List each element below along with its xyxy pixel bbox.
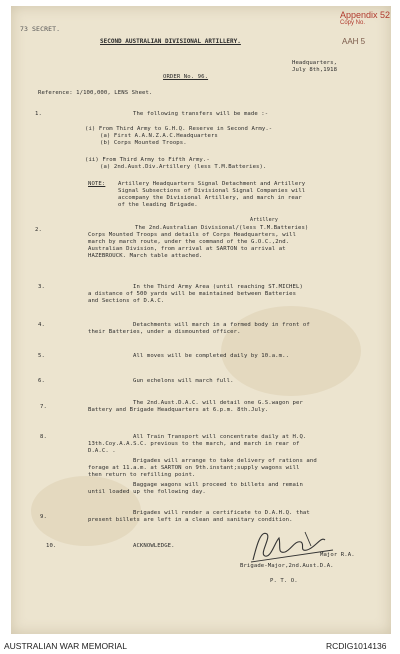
para-2-insertion: Artillery bbox=[250, 217, 278, 223]
hq-line: Headquarters, bbox=[292, 60, 338, 66]
para-8-line: D.A.C. . bbox=[88, 448, 116, 454]
para-2-line: Australian Division, from arrival at SARTON to arrival at bbox=[88, 246, 286, 252]
para-8-line: 13th.Coy.A.A.S.C. previous to the march, and march in rear of bbox=[88, 441, 300, 447]
reference-line: Reference: 1/100,000, LENS Sheet. bbox=[38, 90, 153, 96]
para-2-line: The 2nd.Australian Divisional/(less T.M.Batteries) bbox=[135, 225, 309, 231]
paper-stain bbox=[31, 476, 141, 546]
para-7-line: Battery and Brigade Headquarters at 6.p.m. 8th.July. bbox=[88, 407, 269, 413]
para-4-line: their Batteries, under a dismounted officer. bbox=[88, 329, 241, 335]
note-line: accompany the Divisional Artillery, and march in rear bbox=[118, 195, 302, 201]
para-2-line: march by march route, under the command of the G.O.C.,2nd. bbox=[88, 239, 290, 245]
para-1-ib: (b) Corps Mounted Troops. bbox=[100, 140, 187, 146]
para-1-intro: The following transfers will be made :- bbox=[133, 111, 269, 117]
signatory-rank: Major R.A. bbox=[320, 552, 355, 558]
para-1-i: (i) From Third Army to G.H.Q. Reserve in Second Army.- bbox=[85, 126, 273, 132]
para-number: 4. bbox=[38, 322, 45, 328]
para-3-line: a distance of 500 yards will be maintained between Batteries bbox=[88, 291, 297, 297]
para-1-iia: (a) 2nd.Aust.Div.Artillery (less T.M.Batteries). bbox=[100, 164, 267, 170]
aah-stamp: AAH 5 bbox=[342, 37, 366, 46]
para-5-line: All moves will be completed daily by 10.a.m.. bbox=[133, 353, 290, 359]
para-8-line: forage at 11.a.m. at SARTON on 9th.instant;supply wagons will bbox=[88, 465, 300, 471]
para-number: 7. bbox=[40, 404, 47, 410]
paper-stain bbox=[221, 306, 361, 396]
para-number: 3. bbox=[38, 284, 45, 290]
note-line: Artillery Headquarters Signal Detachment and Artillery bbox=[118, 181, 306, 187]
para-number: 1. bbox=[35, 111, 42, 117]
para-8-line: then return to refilling point. bbox=[88, 472, 196, 478]
para-2-line: HAZEBROUCK. March table attached. bbox=[88, 253, 203, 259]
date-line: July 8th,1918 bbox=[292, 67, 338, 73]
para-6-line: Gun echelons will march full. bbox=[133, 378, 234, 384]
para-1-ii: (ii) From Third Army to Fifth Army.- bbox=[85, 157, 210, 163]
acknowledge: ACKNOWLEDGE. bbox=[133, 543, 175, 549]
para-number: 6. bbox=[38, 378, 45, 384]
para-number: 8. bbox=[40, 434, 47, 440]
note-label: NOTE: bbox=[88, 181, 106, 187]
para-4-line: Detachments will march in a formed body in front of bbox=[133, 322, 310, 328]
para-3-line: In the Third Army Area (until reaching ST.MICHEL) bbox=[133, 284, 303, 290]
para-9-line: Brigades will render a certificate to D.A.H.Q. that bbox=[133, 510, 310, 516]
para-3-line: and Sections of D.A.C. bbox=[88, 298, 165, 304]
para-8-line: until loaded up the following day. bbox=[88, 489, 206, 495]
para-2-line: Corps Mounted Troops and details of Corps Headquarters, will bbox=[88, 232, 297, 238]
pto-marker: P. T. O. bbox=[270, 578, 298, 584]
para-8-line: Baggage wagons will proceed to billets and remain bbox=[133, 482, 303, 488]
para-7-line: The 2nd.Aust.D.A.C. will detail one G.S.wagon per bbox=[133, 400, 303, 406]
para-9-line: present billets are left in a clean and sanitary condition. bbox=[88, 517, 293, 523]
document-title: SECOND AUSTRALIAN DIVISIONAL ARTILLERY. bbox=[100, 38, 241, 45]
para-1-ia: (a) First A.A.N.Z.A.C.Headquarters bbox=[100, 133, 218, 139]
para-number: 2. bbox=[35, 227, 42, 233]
signatory-title: Brigade-Major,2nd.Aust.D.A. bbox=[240, 563, 334, 569]
order-number: ORDER No. 96. bbox=[163, 74, 209, 80]
para-8-line: Brigades will arrange to take delivery of rations and bbox=[133, 458, 317, 464]
secret-stamp: 73 SECRET. bbox=[20, 25, 61, 33]
appendix-stamp: Appendix 52 bbox=[340, 10, 391, 20]
note-line: of the leading Brigade. bbox=[118, 202, 198, 208]
archive-footer bbox=[0, 640, 400, 654]
archive-id: RCDIG1014136 bbox=[326, 641, 387, 651]
para-number: 9. bbox=[40, 514, 47, 520]
copy-no-stamp: Copy No. bbox=[340, 20, 366, 26]
para-number: 5. bbox=[38, 353, 45, 359]
para-8-line: All Train Transport will concentrate daily at H.Q. bbox=[133, 434, 307, 440]
note-line: Signal Subsections of Divisional Signal Companies will bbox=[118, 188, 306, 194]
para-number: 10. bbox=[46, 543, 57, 549]
archive-name: AUSTRALIAN WAR MEMORIAL bbox=[4, 641, 127, 651]
